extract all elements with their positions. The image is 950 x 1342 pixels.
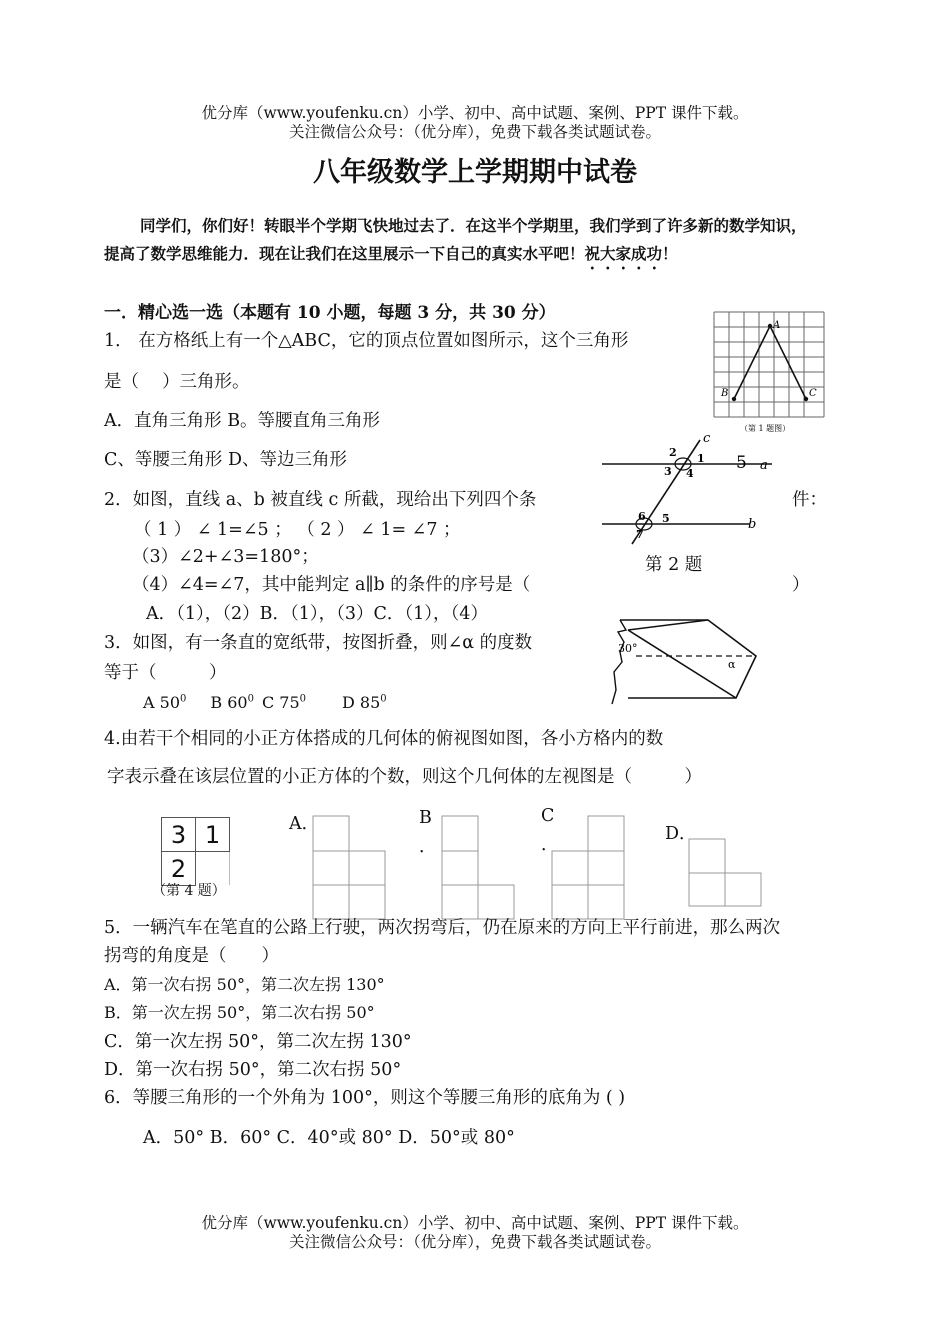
q2-angle-6: 6 (638, 510, 646, 523)
q4-label-c: C (541, 806, 555, 826)
header-line-1: 优分库（www.youfenku.cn）小学、初中、高中试题、案例、PPT 课件下载。 (201, 104, 749, 122)
q1-line-1: 1． 在方格纸上有一个△ABC，它的顶点位置如图所示，这个三角形 (104, 331, 629, 351)
q5-option-a: A．第一次右拐 50°，第二次左拐 130° (104, 975, 385, 994)
q5-option-d: D．第一次右拐 50°，第二次右拐 50° (104, 1060, 402, 1080)
q3-alpha: α (728, 658, 736, 671)
q2-angle-5-top: 5 (736, 453, 747, 473)
q3-option-d-deg: 0 (380, 693, 387, 705)
q1-vertex-a: A (773, 320, 781, 331)
q2-angle-3: 3 (664, 465, 672, 478)
q4-option-c-figure (551, 815, 626, 920)
q4-top-view-grid (161, 817, 230, 886)
q2-options: A．（1），（2）B．（1），（3）C．（1），（4） (146, 604, 488, 624)
q2-line-a: a (760, 458, 768, 473)
q1-options-cd: C、等腰三角形 D、等边三角形 (104, 450, 347, 470)
grid-cell: 3 (162, 818, 196, 852)
intro-line-2c: ！ (662, 244, 678, 263)
q2-angle-7: 7 (636, 528, 644, 541)
q3-option-b: B 60 (210, 693, 248, 712)
q1-line-2: 是（ ）三角形。 (104, 372, 250, 392)
intro-line-1: 同学们，你们好！转眼半个学期飞快地过去了．在这半个学期里，我们学到了许多新的数学知识， (140, 216, 807, 235)
q6-line-1: 6．等腰三角形的一个外角为 100°，则这个等腰三角形的底角为 ( ) (104, 1088, 626, 1108)
q2-figure (600, 432, 780, 552)
page-title: 八年级数学上学期期中试卷 (313, 157, 637, 188)
q1-figure-caption: （第 1 题图） (740, 424, 791, 433)
q5-line-2: 拐弯的角度是（ ） (104, 946, 279, 966)
q4-label-c-dot: ． (541, 835, 559, 855)
grid-cell: 2 (162, 852, 196, 886)
q2-angle-2: 2 (669, 446, 677, 459)
footer-line-1: 优分库（www.youfenku.cn）小学、初中、高中试题、案例、PPT 课件下载。 (201, 1214, 749, 1232)
q2-line-c: c (703, 431, 711, 446)
q4-line-2: 字表示叠在该层位置的小正方体的个数，则这个几何体的左视图是（ ） (107, 767, 702, 787)
q3-figure (608, 612, 763, 707)
q5-line-1: 5．一辆汽车在笔直的公路上行驶，两次拐弯后，仍在原来的方向上平行前进，那么两次 (104, 918, 781, 938)
q4-option-b-figure (441, 815, 516, 920)
q3-options (143, 693, 387, 712)
q1-options-ab: A．直角三角形 B。等腰直角三角形 (104, 411, 381, 431)
q2-angle-1: 1 (697, 452, 705, 465)
q3-option-b-deg: 0 (247, 693, 254, 705)
grid-cell: 1 (196, 818, 230, 852)
q3-option-c-deg: 0 (299, 693, 307, 705)
q2-figure-caption: 第 2 题 (645, 555, 703, 575)
q6-options: A．50° B．60° C．40°或 80° D．50°或 80° (143, 1128, 515, 1148)
q4-label-b: B (419, 808, 432, 828)
footer-line-2: 关注微信公众号：（优分库），免费下载各类试题试卷。 (288, 1233, 661, 1251)
q4-label-d: D． (665, 824, 697, 844)
q1-figure (712, 310, 832, 435)
q4-option-a-figure (312, 815, 387, 920)
q2-condition-4-end: ） (792, 575, 810, 595)
q2-line-b: b (748, 517, 757, 532)
q3-option-a: A 50 (143, 693, 180, 712)
q4-option-d-figure (688, 838, 763, 908)
q4-label-b-dot: ． (419, 837, 437, 857)
q2-condition-4: （4）∠4=∠7，其中能判定 a∥b 的条件的序号是（ (132, 575, 531, 595)
q3-option-d: D 85 (342, 693, 381, 712)
intro-line-2 (104, 242, 678, 273)
q2-angle-4: 4 (686, 467, 694, 480)
q4-label-a: A． (289, 814, 320, 834)
q5-option-b: B．第一次左拐 50°，第二次右拐 50° (104, 1003, 375, 1022)
intro-emphasis: 祝大家成功 (584, 244, 663, 263)
q4-line-1: 4.由若干个相同的小正方体搭成的几何体的俯视图如图，各小方格内的数 (104, 729, 664, 749)
q4-figure-caption: （第 4 题） (152, 883, 226, 899)
q3-line-1: 3．如图，有一条直的宽纸带，按图折叠，则∠α 的度数 (104, 633, 533, 653)
q2-angle-5: 5 (662, 512, 670, 525)
q1-vertex-b: B (721, 388, 729, 399)
q2-condition-3: （3）∠2+∠3=180°； (132, 547, 319, 567)
q5-option-c: C．第一次左拐 50°，第二次左拐 130° (104, 1032, 412, 1052)
q2-conditions-1-2: （ 1 ） ∠ 1=∠5 ； （ 2 ） ∠ 1= ∠7 ； (134, 520, 461, 540)
q3-line-2: 等于（ ） (104, 663, 227, 683)
q3-option-c: C 75 (261, 693, 300, 712)
q1-vertex-c: C (809, 388, 817, 399)
q2-line-1-end: 件： (792, 490, 827, 510)
header-line-2: 关注微信公众号：（优分库），免费下载各类试题试卷。 (288, 123, 661, 141)
intro-line-2a: 提高了数学思维能力．现在让我们在这里展示一下自己的真实水平吧！ (104, 244, 585, 263)
q3-option-a-deg: 0 (180, 693, 187, 705)
q2-line-1: 2．如图，直线 a、b 被直线 c 所截，现给出下列四个条 (104, 490, 537, 510)
section-1-heading: 一．精心选一选（本题有 10 小题，每题 3 分，共 30 分） (104, 303, 556, 323)
q3-angle-30: 30° (618, 642, 638, 655)
